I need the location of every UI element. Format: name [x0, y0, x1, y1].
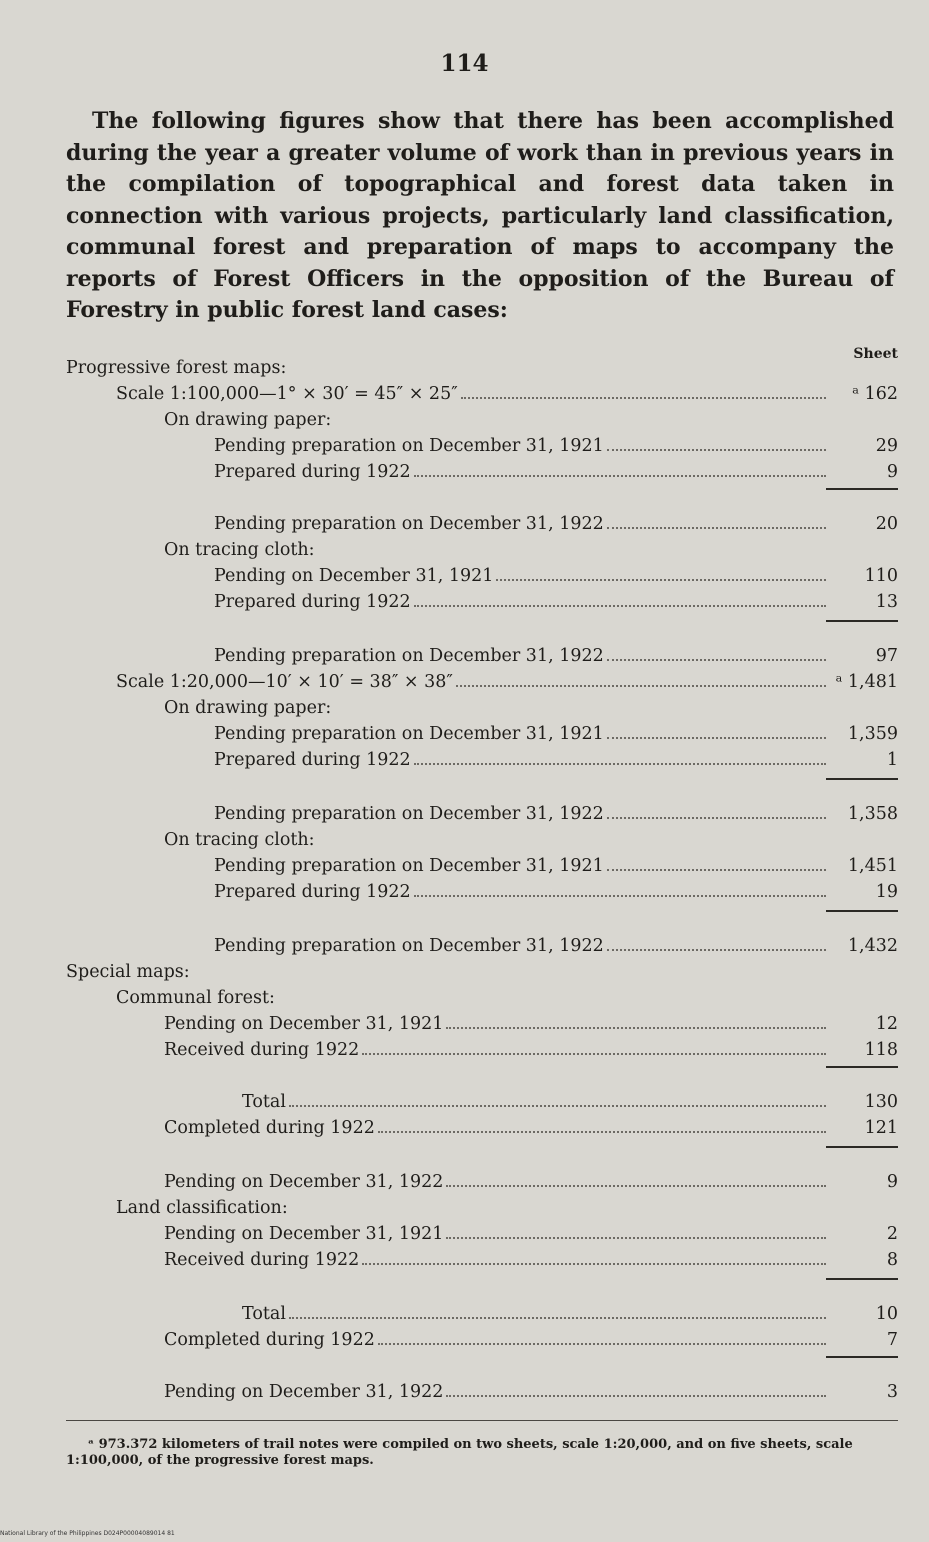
dot-leader: [607, 817, 826, 819]
row-value: 7: [886, 1330, 898, 1350]
row-value: 1,359: [847, 724, 898, 744]
dot-leader: [289, 1105, 826, 1107]
dot-leader: [607, 449, 826, 451]
table-row: [66, 1198, 898, 1224]
row-value: 29: [875, 436, 898, 456]
table-row: [66, 1040, 898, 1066]
table-row: [66, 462, 898, 488]
row-value: 9: [886, 1172, 898, 1192]
table-row: [66, 698, 898, 724]
row-label-text: Scale 1:100,000—1° × 30′ = 45″ × 25″: [116, 384, 458, 404]
table-row: [66, 646, 898, 672]
row-label-text: Pending on December 31, 1922: [164, 1172, 444, 1192]
row-label-text: Pending on December 31, 1921: [164, 1014, 444, 1034]
dot-leader: [456, 685, 826, 687]
row-label: [164, 1382, 826, 1402]
row-label-text: Pending on December 31, 1922: [164, 1382, 444, 1402]
row-label-text: Pending preparation on December 31, 1921: [214, 724, 604, 744]
archive-mark: National Library of the Philippines D024P00004089014 81: [0, 1530, 175, 1537]
row-value: ᵃ 1,481: [835, 672, 898, 692]
row-label-text: Total: [242, 1304, 286, 1324]
table-row: [66, 1382, 898, 1408]
row-label-text: Completed during 1922: [164, 1118, 375, 1138]
dot-leader: [607, 737, 826, 739]
row-label: [164, 698, 334, 718]
row-label: [116, 672, 826, 692]
footnote-divider: [66, 1420, 898, 1421]
dot-leader: [414, 895, 826, 897]
subtotal-rule: [826, 1066, 898, 1068]
row-label: [116, 384, 826, 404]
row-value: 130: [864, 1092, 898, 1112]
row-value: 3: [886, 1382, 898, 1402]
row-value: 19: [875, 882, 898, 902]
dot-leader: [607, 527, 826, 529]
row-label: [164, 1224, 826, 1244]
table-row: [66, 566, 898, 592]
table-row: [66, 1014, 898, 1040]
row-label: [214, 462, 826, 482]
table-row: [66, 358, 898, 384]
row-label: [214, 882, 826, 902]
row-value: 1: [886, 750, 898, 770]
row-label: [164, 1118, 826, 1138]
dot-leader: [446, 1185, 826, 1187]
row-label: [116, 988, 278, 1008]
table-row: [66, 1304, 898, 1330]
row-label: [66, 962, 193, 982]
footnote: ᵃ 973.372 kilometers of trail notes were compiled on two sheets, scale 1:20,000, and on five sheets, scale 1:100,000, of the progressive forest maps.: [66, 1437, 853, 1468]
row-label-text: Pending preparation on December 31, 1922: [214, 804, 604, 824]
row-label: [214, 804, 826, 824]
row-value: 13: [875, 592, 898, 612]
table-row: [66, 936, 898, 962]
row-value: 110: [864, 566, 898, 586]
row-label: [214, 646, 826, 666]
subtotal-rule: [826, 1356, 898, 1358]
row-label: [164, 1172, 826, 1192]
row-value: 9: [886, 462, 898, 482]
row-label-text: Received during 1922: [164, 1040, 360, 1060]
dot-leader: [362, 1053, 826, 1055]
dot-leader: [289, 1317, 826, 1319]
table-row: [66, 988, 898, 1014]
subtotal-rule: [826, 910, 898, 912]
dot-leader: [378, 1343, 826, 1345]
subtotal-rule: [826, 1146, 898, 1148]
subtotal-rule: [826, 778, 898, 780]
table-row: [66, 540, 898, 566]
row-value: 97: [875, 646, 898, 666]
row-label: [164, 540, 318, 560]
row-value: 1,358: [847, 804, 898, 824]
table-row: [66, 1118, 898, 1144]
row-label: [164, 1330, 826, 1350]
row-label-text: Pending preparation on December 31, 1922: [214, 514, 604, 534]
dot-leader: [446, 1395, 826, 1397]
dot-leader: [607, 949, 826, 951]
row-label-text: Land classification:: [116, 1198, 288, 1218]
table-row: [66, 384, 898, 410]
row-label: [214, 566, 826, 586]
row-label-text: Completed during 1922: [164, 1330, 375, 1350]
row-value: 118: [864, 1040, 898, 1060]
row-label: [164, 1040, 826, 1060]
table-row: [66, 1250, 898, 1276]
row-value: ᵃ 162: [852, 384, 898, 404]
row-label-text: On drawing paper:: [164, 698, 332, 718]
row-label-text: Total: [242, 1092, 286, 1112]
row-label: [164, 1250, 826, 1270]
table-row: [66, 1224, 898, 1250]
table-row: [66, 882, 898, 908]
row-label: [116, 1198, 291, 1218]
row-value: 10: [875, 1304, 898, 1324]
row-label-text: On tracing cloth:: [164, 540, 315, 560]
row-label-text: Special maps:: [66, 962, 190, 982]
table-row: [66, 804, 898, 830]
row-label: [214, 436, 826, 456]
dot-leader: [607, 869, 826, 871]
table-row: [66, 856, 898, 882]
table-row: [66, 410, 898, 436]
row-label-text: Received during 1922: [164, 1250, 360, 1270]
page-number: 114: [440, 50, 489, 77]
subtotal-rule: [826, 488, 898, 490]
row-label-text: Pending preparation on December 31, 1922: [214, 646, 604, 666]
dot-leader: [414, 605, 826, 607]
row-label-text: Pending on December 31, 1921: [214, 566, 494, 586]
row-label-text: Scale 1:20,000—10′ × 10′ = 38″ × 38″: [116, 672, 453, 692]
row-label-text: Prepared during 1922: [214, 592, 411, 612]
table-row: [66, 750, 898, 776]
row-label: [242, 1304, 826, 1324]
row-label-text: Pending preparation on December 31, 1922: [214, 936, 604, 956]
row-value: 2: [886, 1224, 898, 1244]
dot-leader: [461, 397, 826, 399]
table-row: [66, 962, 898, 988]
row-value: 1,451: [847, 856, 898, 876]
row-label: [214, 936, 826, 956]
table-row: [66, 1330, 898, 1356]
dot-leader: [362, 1263, 826, 1265]
row-label: [214, 724, 826, 744]
row-value: 20: [875, 514, 898, 534]
table-row: [66, 592, 898, 618]
dot-leader: [496, 579, 826, 581]
row-label: [214, 750, 826, 770]
dot-leader: [446, 1237, 826, 1239]
row-label-text: On tracing cloth:: [164, 830, 315, 850]
row-label-text: Prepared during 1922: [214, 462, 411, 482]
row-label-text: Prepared during 1922: [214, 750, 411, 770]
row-value: 121: [864, 1118, 898, 1138]
dot-leader: [378, 1131, 826, 1133]
dot-leader: [607, 659, 826, 661]
subtotal-rule: [826, 620, 898, 622]
table-row: [66, 724, 898, 750]
dot-leader: [414, 475, 826, 477]
row-value: 8: [886, 1250, 898, 1270]
row-label-text: Progressive forest maps:: [66, 358, 287, 378]
row-label-text: On drawing paper:: [164, 410, 332, 430]
dot-leader: [446, 1027, 826, 1029]
row-label-text: Prepared during 1922: [214, 882, 411, 902]
table-row: [66, 672, 898, 698]
row-label-text: Pending preparation on December 31, 1921: [214, 436, 604, 456]
row-label: [214, 592, 826, 612]
row-label: [164, 410, 334, 430]
table-row: [66, 830, 898, 856]
table-row: [66, 436, 898, 462]
row-value: 1,432: [847, 936, 898, 956]
row-value: 12: [875, 1014, 898, 1034]
row-label-text: Communal forest:: [116, 988, 275, 1008]
table-row: [66, 514, 898, 540]
row-label: [164, 1014, 826, 1034]
intro-paragraph: The following figures show that there has been accomplished during the year a greater volume of work than in previous years in the compilation of topographical and forest data taken in connection with various projects, particularly land classification, communal forest and preparation of maps to accompany the reports of Forest Officers in the opposition of the Bureau of Forestry in public forest land cases:: [66, 108, 894, 323]
row-label-text: Pending preparation on December 31, 1921: [214, 856, 604, 876]
dot-leader: [414, 763, 826, 765]
sheet-column-header: Sheet: [853, 346, 898, 362]
table-row: [66, 1172, 898, 1198]
row-label: [164, 830, 318, 850]
row-label: [214, 856, 826, 876]
row-label: [66, 358, 289, 378]
row-label: [242, 1092, 826, 1112]
row-label: [214, 514, 826, 534]
row-label-text: Pending on December 31, 1921: [164, 1224, 444, 1244]
table-row: [66, 1092, 898, 1118]
subtotal-rule: [826, 1278, 898, 1280]
